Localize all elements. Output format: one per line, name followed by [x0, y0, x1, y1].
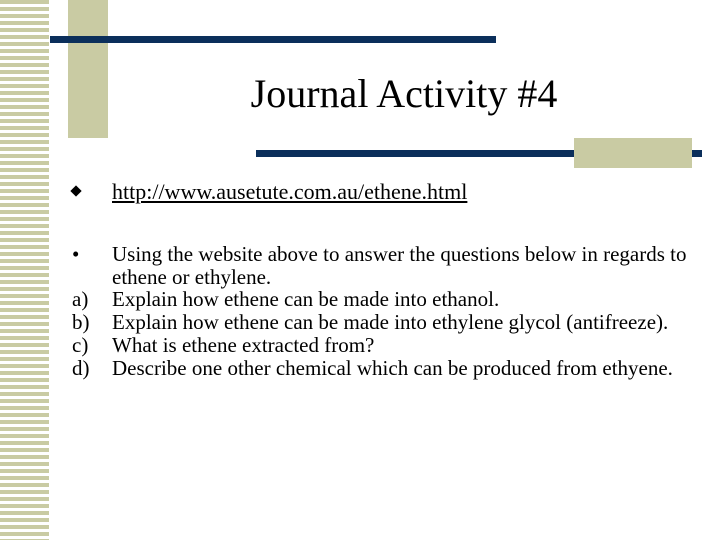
list-item-text: Describe one other chemical which can be produced from ethyene. — [112, 355, 673, 380]
list-marker: a) — [72, 287, 89, 312]
list-item — [72, 357, 692, 380]
list-marker: d) — [72, 355, 90, 380]
list-item — [72, 243, 692, 288]
list-item-text: What is ethene extracted from? — [112, 332, 375, 357]
slide-title: Journal Activity #4 — [250, 71, 558, 116]
list-item — [72, 334, 692, 357]
panel-divider — [49, 0, 50, 540]
list-item-text: Using the website above to answer the questions below in regards to ethene or ethylene. — [112, 242, 687, 289]
diamond-bullet-icon — [70, 185, 81, 196]
list-item-text: Explain how ethene can be made into ethylene glycol (antifreeze). — [112, 310, 669, 335]
list-marker: • — [72, 242, 80, 266]
list-item — [72, 311, 692, 334]
list-item-text: Explain how ethene can be made into ethanol. — [112, 287, 500, 312]
striped-side-panel — [0, 0, 50, 540]
question-list — [72, 243, 692, 379]
title-rule-top — [50, 36, 496, 43]
list-marker: c) — [72, 332, 89, 357]
list-item — [72, 288, 692, 311]
list-marker: b) — [72, 310, 90, 335]
accent-block-bottom — [574, 138, 692, 168]
website-link[interactable]: http://www.ausetute.com.au/ethene.html — [112, 179, 468, 204]
